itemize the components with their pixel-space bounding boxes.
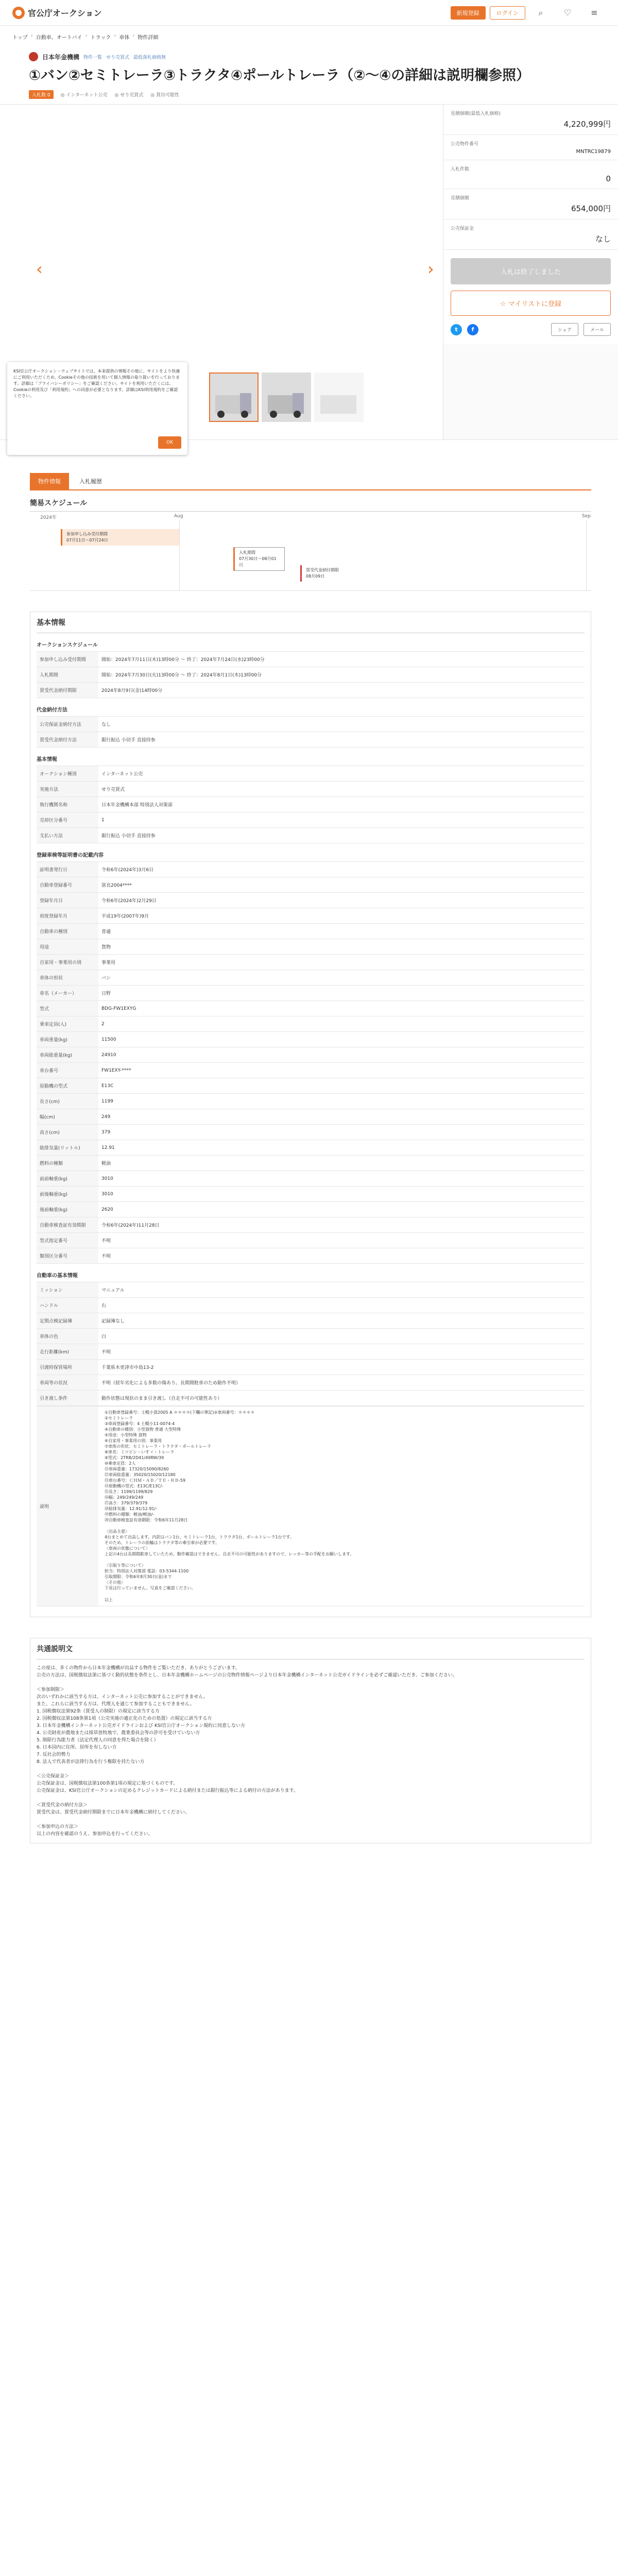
group-heading: 自動車の基本情報 <box>37 1273 78 1279</box>
share-row <box>451 323 611 336</box>
info-row <box>443 135 618 160</box>
thumbnail[interactable] <box>262 372 311 422</box>
breadcrumb-item[interactable]: トップ <box>12 35 28 41</box>
table-row <box>37 1233 585 1248</box>
heart-icon[interactable]: ♡ <box>563 8 572 18</box>
field-value: 銀行振込 小切手 直接持参 <box>98 732 585 748</box>
field-label: 総排気量(リットル) <box>37 1140 98 1156</box>
table-row <box>37 1329 585 1344</box>
info-value: なし <box>595 234 611 244</box>
table-row <box>37 782 585 797</box>
info-groups <box>37 640 585 1406</box>
org-tag: せり売買式 <box>106 55 130 60</box>
field-value: 日本年金機構本部 特別法人対策部 <box>98 797 585 812</box>
breadcrumb-item[interactable]: 自動車、オートバイ <box>36 35 82 41</box>
tab-item-info[interactable]: 物件情報 <box>30 473 69 489</box>
field-label: 引き渡し条件 <box>37 1391 98 1406</box>
org-tag: 最低落札価格無 <box>133 55 166 60</box>
info-value: 4,220,999円 <box>563 120 611 129</box>
field-value: 動作状態は現状のまま引き渡し（自走不可の可能性あり） <box>98 1391 585 1406</box>
field-label: 証明書発行日 <box>37 862 98 877</box>
org-row <box>29 52 589 61</box>
table-row <box>37 1047 585 1063</box>
table-row <box>37 1344 585 1360</box>
facebook-icon[interactable]: f <box>467 324 478 335</box>
field-value: 日野 <box>98 986 585 1001</box>
table-row <box>37 955 585 970</box>
field-label: 定期点検記録簿 <box>37 1313 98 1329</box>
table-row <box>37 828 585 843</box>
field-label: 車台番号 <box>37 1063 98 1078</box>
field-value: マニュアル <box>98 1282 585 1298</box>
table-row <box>37 970 585 986</box>
site-logo[interactable] <box>12 7 102 19</box>
field-label: 燃料の種類 <box>37 1156 98 1171</box>
logo-name: 官公庁オークション <box>28 8 102 18</box>
table-row <box>37 683 585 698</box>
field-label: 車両重量(kg) <box>37 1032 98 1047</box>
table-row <box>37 797 585 812</box>
basic-info-heading: 基本情報 <box>37 617 585 633</box>
field-value: 不明 <box>98 1344 585 1360</box>
add-to-mylist-button[interactable]: ☆ マイリストに登録 <box>451 291 611 316</box>
schedule-event: 入札期間 07月30日～08月01日 <box>233 547 285 571</box>
field-label: 車名（メーカー） <box>37 986 98 1001</box>
field-label: 車両総重量(kg) <box>37 1047 98 1063</box>
table-row <box>37 1001 585 1016</box>
meta-item: ◎ せり売買式 <box>114 93 144 98</box>
table-row <box>37 1360 585 1375</box>
field-label: 走行距離(km) <box>37 1344 98 1360</box>
image-gallery <box>0 105 443 445</box>
table-row <box>37 766 585 782</box>
thumbnail-strip <box>209 372 364 422</box>
gallery-next-button[interactable]: › <box>427 259 434 279</box>
field-label: 説明 <box>37 1406 98 1606</box>
title-meta <box>29 90 589 99</box>
field-value: 3010 <box>98 1187 585 1202</box>
logo-mark-icon <box>12 7 25 19</box>
field-label: 買受代金納付期限 <box>37 683 98 698</box>
table-row <box>37 732 585 748</box>
field-value: 開始：2024年7月30日(火)13時00分 ～ 終了：2024年8月1日(木)13時00分 <box>98 667 585 683</box>
org-emblem-icon <box>29 52 38 61</box>
field-value: 379 <box>98 1125 585 1140</box>
breadcrumb-item[interactable]: 車体 <box>119 35 130 41</box>
schedule-section <box>30 498 591 591</box>
field-label: 売却区分番号 <box>37 812 98 828</box>
field-value: 12.91 <box>98 1140 585 1156</box>
item-detail <box>0 104 618 445</box>
info-table <box>37 651 585 698</box>
table-row <box>37 862 585 877</box>
twitter-icon[interactable]: t <box>451 324 462 335</box>
group-heading: 登録車検等証明書の記載内容 <box>37 853 104 858</box>
common-notes-heading: 共通説明文 <box>37 1643 585 1659</box>
field-value: 開始：2024年7月11日(木)13時00分 ～ 終了：2024年7月24日(水)23時00分 <box>98 652 585 667</box>
field-label: 車体の形状 <box>37 970 98 986</box>
field-value: 249 <box>98 1109 585 1125</box>
table-row <box>37 1140 585 1156</box>
field-value: せり売買式 <box>98 782 585 797</box>
field-value: 24910 <box>98 1047 585 1063</box>
breadcrumb <box>0 26 618 48</box>
table-row <box>37 1171 585 1187</box>
field-label: 執行機関名称 <box>37 797 98 812</box>
table-row <box>37 1391 585 1406</box>
table-row <box>37 1109 585 1125</box>
info-label: 公売物件番号 <box>451 142 479 147</box>
field-label: 車体の色 <box>37 1329 98 1344</box>
thumbnail[interactable] <box>209 372 259 422</box>
field-label: 買受代金納付方法 <box>37 732 98 748</box>
info-table <box>37 1282 585 1406</box>
table-row <box>37 877 585 893</box>
item-title: ①バン②セミトレーラ③トラクタ④ポールトレーラ（②～④の詳細は説明欄参照） <box>29 67 530 83</box>
breadcrumb-separator: › <box>132 33 135 39</box>
field-value: 普通 <box>98 924 585 939</box>
info-row <box>443 219 618 250</box>
breadcrumb-separator: › <box>85 33 88 39</box>
table-row <box>37 1282 585 1298</box>
field-value: 2620 <box>98 1202 585 1217</box>
table-row <box>37 924 585 939</box>
info-row <box>443 105 618 135</box>
field-label: 型式指定番号 <box>37 1233 98 1248</box>
field-label: 参加申し込み受付期間 <box>37 652 98 667</box>
field-value: 令和6年(2024年)3月6日 <box>98 862 585 877</box>
table-row <box>37 1016 585 1032</box>
field-label: 前後軸重(kg) <box>37 1187 98 1202</box>
login-button[interactable]: ログイン <box>490 6 525 20</box>
table-row <box>37 1094 585 1109</box>
field-value: インターネット公売 <box>98 766 585 782</box>
month-gridline <box>586 520 587 590</box>
meta-item: ◎ 貸出可能性 <box>150 93 179 98</box>
field-label: 公売保証金納付方法 <box>37 717 98 732</box>
field-label: 支払い方法 <box>37 828 98 843</box>
header-actions <box>451 6 606 20</box>
field-label: 幅(cm) <box>37 1109 98 1125</box>
field-label: 原動機の型式 <box>37 1078 98 1094</box>
field-value: 富良2004**** <box>98 877 585 893</box>
schedule-month: Sep <box>582 514 591 519</box>
field-label: 長さ(cm) <box>37 1094 98 1109</box>
gallery-prev-button[interactable]: ‹ <box>36 259 43 279</box>
field-label: 入札期間 <box>37 667 98 683</box>
basic-info <box>30 612 591 1617</box>
table-row <box>37 1248 585 1264</box>
field-label: 高さ(cm) <box>37 1125 98 1140</box>
table-row <box>37 1032 585 1047</box>
field-label: 登録年月日 <box>37 893 98 908</box>
field-value: 不明 <box>98 1248 585 1264</box>
search-icon[interactable]: ⌕ <box>538 7 543 18</box>
field-label: 自動車の種別 <box>37 924 98 939</box>
description-text: ①自動車登録番号：士幌小貨2005 A ＊＊＊＊(下欄の筆記)②車両番号：＊＊＊＊ ②セミトレーラ ③車両登録番号：4 土幌小11-0074-4 ④自動車の種別：小型貨物 普通 大型特殊 ⑤用途：小型特殊 貨物 ⑥自家用・事業用の別：事業用 ⑦車体の形状：セミトレーラ・トラクタ・ポールトレーラ ⑧車名：ミツビシ・いすゞ・トレーラ ⑨型式：2TRB/2D41/49RW/39 ⑩乗車定員：2人 ⑪車両重量：17320/15090/8260 ⑫車両総重量：35020/15020/12180 ⑬車台番号：ＣＨＭ・ＡＢ／ＴＥ・ＲＢ-59 ⑭原動機の型式：E13C/E13C/- ⑮長さ：1199/1199/829 ⑯幅：249/249/249 ⑰高さ：379/379/379 ⑱総排気量：12.91/12.91/- ⑲燃料の種類：軽油/軽油/- ⑳自動車検査証有効期限：令和6年11月28日 〈出品主意〉 4台まとめて出品します。内訳はバン1台、セミトレーラ1台、トラクタ1台、ポールトレーラ1台です。 そのため、トレーラの前輪はトラクタ等の牽引車が必要です。 〈車両の状態について〉 上記の4台は長期間駐車していたため、動作確認はできません。自走不可の可能性がありますので、レッカー等の手配をお願いします。 〈引取り等について〉 担当：特別法人対策部 電話：03-5344-1100 引取期限：令和6年8月30日(金)まで 〈その他〉 下見は行っていません。写真をご確認ください。 <box>105 1410 354 1590</box>
info-value: MNTRC19879 <box>576 149 611 155</box>
description-table <box>37 1406 585 1606</box>
cookie-consent-dialog <box>7 362 187 455</box>
schedule-event: 買受代金納付期限 08月09日 <box>300 565 352 582</box>
field-label: 車両等の状況 <box>37 1375 98 1391</box>
breadcrumb-separator: › <box>30 33 33 39</box>
schedule-month: Aug <box>174 514 183 519</box>
org-name[interactable]: 日本年金機構 <box>42 53 80 61</box>
thumbnail[interactable] <box>314 372 364 422</box>
field-value: 右 <box>98 1298 585 1313</box>
group-heading: 基本情報 <box>37 757 57 762</box>
breadcrumb-item[interactable]: トラック <box>90 35 111 41</box>
table-row <box>37 1375 585 1391</box>
field-label: 初度登録年月 <box>37 908 98 924</box>
table-row <box>37 908 585 924</box>
field-value: バン <box>98 970 585 986</box>
field-value: 令和6年(2024年)11月28日 <box>98 1217 585 1233</box>
table-row <box>37 812 585 828</box>
info-table <box>37 766 585 843</box>
common-notes <box>30 1638 591 1843</box>
field-label: 自動車検査証有効期限 <box>37 1217 98 1233</box>
group-heading: オークションスケジュール <box>37 642 98 648</box>
schedule-year: 2024年 <box>40 515 57 520</box>
menu-icon[interactable]: ≡ <box>591 8 598 18</box>
table-row <box>37 1125 585 1140</box>
mail-button[interactable]: メール <box>583 323 611 336</box>
table-row <box>37 717 585 732</box>
table-row <box>37 1298 585 1313</box>
table-row <box>37 1202 585 1217</box>
info-label: 見積価額(最低入札価格) <box>451 111 501 116</box>
field-value: 2 <box>98 1016 585 1032</box>
info-label: 見積価額 <box>451 196 470 201</box>
table-row <box>37 986 585 1001</box>
field-label: 型式 <box>37 1001 98 1016</box>
field-value: 1 <box>98 812 585 828</box>
field-value: なし <box>98 717 585 732</box>
field-label: ミッション <box>37 1282 98 1298</box>
info-table <box>37 861 585 1264</box>
panel-actions <box>443 250 618 344</box>
field-value: FW1EXY-**** <box>98 1063 585 1078</box>
info-value: 654,000円 <box>571 204 611 213</box>
field-label: 用途 <box>37 939 98 955</box>
field-label: 実施方法 <box>37 782 98 797</box>
field-label: 乗車定員(人) <box>37 1016 98 1032</box>
field-label: 自家用・事業用の別 <box>37 955 98 970</box>
field-label: 類別区分番号 <box>37 1248 98 1264</box>
register-button[interactable]: 新規登録 <box>451 6 486 20</box>
field-value: 記録簿なし <box>98 1313 585 1329</box>
field-value: 不明（経年劣化による多数の傷あり。長期間駐車のため動作不明） <box>98 1375 585 1391</box>
share-button[interactable]: シェア <box>551 323 578 336</box>
field-value: E13C <box>98 1078 585 1094</box>
tab-bid-history[interactable]: 入札履歴 <box>79 478 102 485</box>
field-value: 2024年8月9日(金)14時00分 <box>98 683 585 698</box>
site-header <box>0 0 618 26</box>
table-row <box>37 893 585 908</box>
table-row <box>37 1063 585 1078</box>
info-table <box>37 716 585 748</box>
cookie-ok-button[interactable]: OK <box>158 436 181 449</box>
info-row <box>443 160 618 189</box>
month-gridline <box>179 520 180 590</box>
field-value: 軽油 <box>98 1156 585 1171</box>
common-notes-text: この度は、多くの物件から日本年金機構が出品する物件をご覧いただき、ありがとうございます。 公売の方法は、国税徴収法第に基づく動的状態を条件とし、日本年金機構ホームページの公売物件情報ページより日本年金機構インターネット公売ガイドラインを必ずご確認いただき、ご参加ください。 ＜参加制限＞ 次のいずれかに該当する方は、インターネット公売に参加することができません。 また、これらに該当する方は、代理人を通じて参加することもできません。 1. 国税徴収法第92条（買受人の制限）の規定に該当する方 2. 国税徴収法第108条第1項（公売実施の適正化のための処置）の規定に該当する方 3. 日本年金機構インターネット公売ガイドラインおよび KSI官公庁オークション規約に同意しない方 4. 公売財産が農地または採草放牧地で、農業委員会等の許可を受けていない方 5. 制限行為能力者（法定代理人の同意を得た場合を除く） 6. 日本国内に住所、居所を有しない方 7. 反社会的勢力 8. 法人で代表者が法律行為を行う権限を持たない方 ＜公売保証金＞ 公売保証金は、国税徴収法第100条第1項の規定に基づくものです。 公売保証金は、KSI官公庁オークションの定めるクレジットカードによる納付または銀行振込等による納付の方法があります。 ＜買受代金の納付方法＞ 買受代金は、買受代金納付期限までに日本年金機構に納付してください。 ＜参加申込の方法＞ 以上の内容を確認のうえ、参加申込を行ってください。 <box>37 1666 457 1837</box>
field-value: 令和6年(2024年)2月29日 <box>98 893 585 908</box>
meta-item: ◎ インターネット公売 <box>60 93 108 98</box>
field-value: 白 <box>98 1329 585 1344</box>
info-label: 公売保証金 <box>451 226 474 231</box>
schedule-timeline <box>30 514 591 591</box>
table-row <box>37 1078 585 1094</box>
field-value: 貨物 <box>98 939 585 955</box>
bid-ended-button: 入札は終了しました <box>451 258 611 284</box>
table-row <box>37 1156 585 1171</box>
table-row <box>37 1217 585 1233</box>
table-row <box>37 652 585 667</box>
info-value: 0 <box>606 174 611 183</box>
field-value <box>98 1406 585 1606</box>
field-label: オークション種別 <box>37 766 98 782</box>
schedule-heading: 簡易スケジュール <box>30 498 591 512</box>
field-label: ハンドル <box>37 1298 98 1313</box>
bid-count-badge: 入札数 0 <box>29 90 54 99</box>
field-label: 自動車登録番号 <box>37 877 98 893</box>
field-value: 11500 <box>98 1032 585 1047</box>
table-row <box>37 667 585 683</box>
field-value: 事業用 <box>98 955 585 970</box>
breadcrumb-separator: › <box>114 33 116 39</box>
field-value: 平成19年(2007年)9月 <box>98 908 585 924</box>
group-heading: 代金納付方法 <box>37 707 67 713</box>
title-block <box>0 48 618 99</box>
info-panel <box>443 105 618 439</box>
info-row <box>443 189 618 219</box>
table-row <box>37 1313 585 1329</box>
field-label: 前前軸重(kg) <box>37 1171 98 1187</box>
field-value: 千葉県木更津市中島13-2 <box>98 1360 585 1375</box>
breadcrumb-current: 物件詳細 <box>138 35 159 41</box>
schedule-event: 参加申し込み受付期間 07月11日～07月24日 <box>61 529 179 546</box>
field-label: 引渡時保管場所 <box>37 1360 98 1375</box>
field-value: BDG-FW1EXYG <box>98 1001 585 1016</box>
detail-tabs <box>30 473 591 490</box>
org-tag[interactable]: 物件一覧 <box>83 55 102 60</box>
field-value: 不明 <box>98 1233 585 1248</box>
field-value: 1199 <box>98 1094 585 1109</box>
description-end: 以上 <box>105 1598 113 1602</box>
field-value: 銀行振込 小切手 直接持参 <box>98 828 585 843</box>
cookie-text: KSI官公庁オークション・ウェブサイトでは、本来提供の情報その他に、サイトをより快適にご利用いただくため、Cookieその他の技術を用いて個人情報の取り扱いを行っております。詳細は「プライバシーポリシー」をご確認ください。サイトを利用いただくには、Cookieの利用及び「利用規約」への同意が必要となります。詳細はKSI利用規約をご確認ください。 <box>13 369 180 398</box>
table-row <box>37 1406 585 1606</box>
field-label: 後前軸重(kg) <box>37 1202 98 1217</box>
table-row <box>37 1187 585 1202</box>
field-value: 3010 <box>98 1171 585 1187</box>
info-label: 入札件数 <box>451 167 470 172</box>
table-row <box>37 939 585 955</box>
